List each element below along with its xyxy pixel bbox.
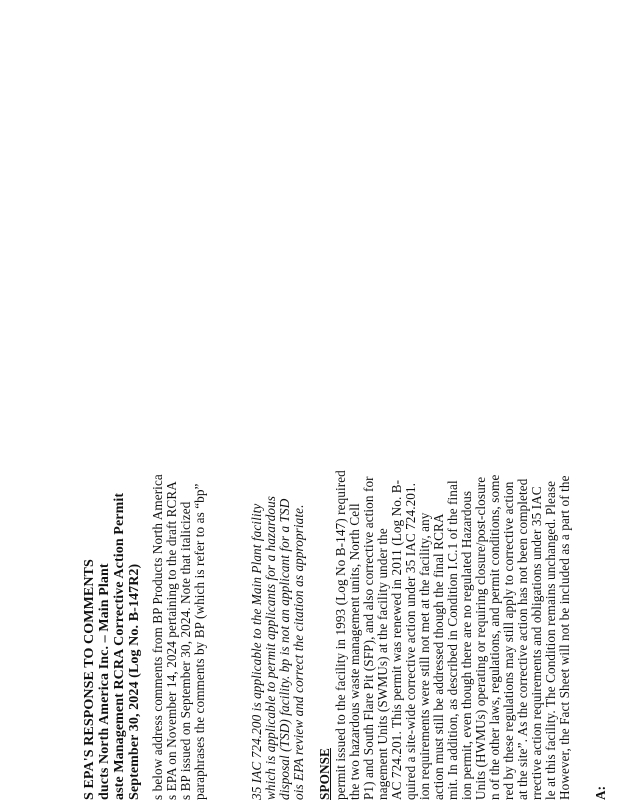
footer-fragment: A: — [593, 785, 608, 800]
response-line-11: Units (HWMUs) operating or requiring closure/post-closure — [473, 476, 488, 800]
response-line-8: action must still be addressed though the final RCRA — [431, 513, 446, 800]
response-line-3: P1) and South Flare Pit (SFP), and also corrective action for — [361, 476, 376, 800]
response-line-1: permit issued to the facility in 1993 (Log No B-147) required — [333, 470, 348, 800]
response-line-15: rrective action requirements and obligations under 35 IAC — [529, 486, 544, 800]
response-line-2: the two hazardous waste management units, North Cell — [347, 503, 362, 800]
response-line-6: quired a site-wide corrective action under 35 IAC 724.201. — [403, 482, 418, 800]
intro-line-3: s BP issued on September 30, 2024. Note that italicized — [178, 501, 193, 800]
response-line-7: ion requirements were still not met at the facility, any — [417, 512, 432, 800]
intro-line-1: s below address comments from BP Products North America — [150, 474, 165, 800]
comment-line-1: 35 IAC 724.200 is applicable to the Main Plant facility — [249, 503, 264, 800]
header-line-1: S EPA'S RESPONSE TO COMMENTS — [82, 559, 97, 800]
response-line-10: ion permit, even though there are no regulated Hazardous — [459, 490, 474, 800]
response-line-14: at the site”. As the corrective action has not been completed — [515, 478, 530, 800]
comment-line-4: ois EPA review and correct the citation as appropriate. — [291, 504, 306, 800]
intro-line-4: paraphrases the comments by BP (which is refer to as “bp” — [192, 483, 207, 800]
header-line-3: aste Management RCRA Corrective Action Permit — [112, 492, 127, 800]
response-line-5: AC 724.201. This permit was renewed in 2011 (Log No. B- — [389, 479, 404, 800]
intro-line-2: s EPA on November 14, 2024 pertaining to the draft RCRA — [164, 481, 179, 800]
comment-line-2: which is applicable to permit applicants for a hazardous — [263, 495, 278, 800]
response-line-12: n of the other laws, regulations, and permit conditions, some — [487, 474, 502, 800]
header-line-2: ducts North America Inc. – Main Plant — [97, 563, 112, 800]
response-heading: SPONSE — [317, 748, 332, 800]
response-line-4: nagement Units (SWMUs) at the facility under the — [375, 528, 390, 800]
header-line-4: September 30, 2024 (Log No. B-147R2) — [127, 563, 142, 800]
response-line-13: red by these regulations may still apply to corrective action — [501, 481, 516, 800]
comment-line-3: disposal (TSD) facility. bp is not an applicant for a TSD — [277, 498, 292, 800]
response-line-9: mit. In addition, as described in Condition I.C.1 of the final — [445, 480, 460, 800]
response-line-16: le at this facility. The Condition remains unchanged. Please — [543, 480, 558, 800]
response-line-17: However, the Fact Sheet will not be included as a part of the — [557, 475, 572, 800]
